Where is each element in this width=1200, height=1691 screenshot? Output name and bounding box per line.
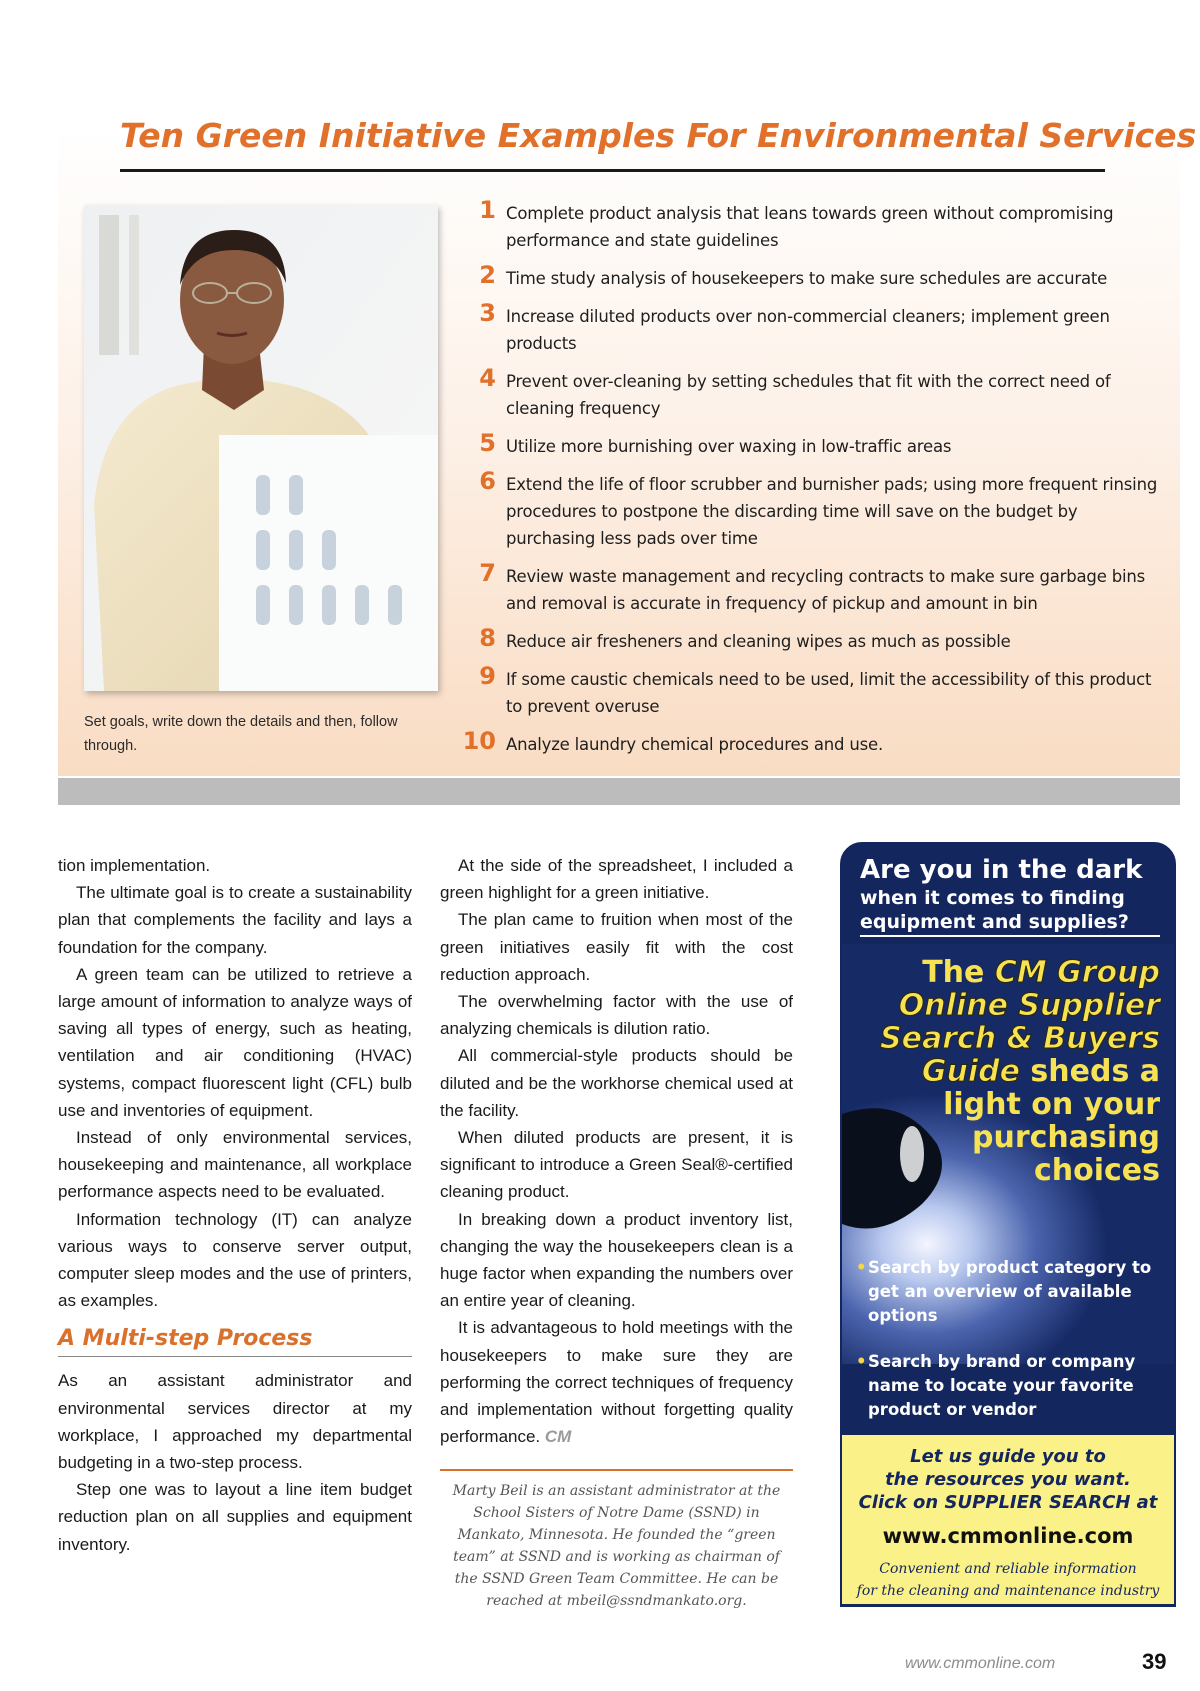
- item-text: Time study analysis of housekeepers to make sure schedules are accurate: [506, 269, 1108, 288]
- item-text: Reduce air fresheners and cleaning wipes as much as possible: [506, 632, 1011, 651]
- list-item: [462, 559, 1162, 617]
- ad-headline-line: [840, 956, 1160, 989]
- item-text: Increase diluted products over non-commercial cleaners; implement green products: [506, 307, 1110, 353]
- initiative-list: [462, 196, 1162, 769]
- ad-header-line-2: when it comes to finding: [860, 887, 1125, 909]
- ad-headline-line: choices: [1033, 1153, 1160, 1188]
- title-rule: [120, 169, 1105, 172]
- item-text: If some caustic chemicals need to be used, limit the accessibility of this product to prevent overuse: [506, 670, 1152, 716]
- item-text: Complete product analysis that leans towards green without compromising performance and state guidelines: [506, 204, 1114, 250]
- item-number: 3: [479, 299, 496, 327]
- author-bio: Marty Beil is an assistant administrator at the School Sisters of Notre Dame (SSND) in Mankato, Minnesota. He founded the “green team” at SSND and is working as chairman of the SSND Green Team Committee. He can be reached at mbeil@ssndmankato.org.: [452, 1483, 781, 1609]
- item-text: Analyze laundry chemical procedures and use.: [506, 735, 883, 754]
- item-number: 6: [479, 467, 496, 495]
- ad-header-line-3: equipment and supplies?: [860, 911, 1129, 933]
- list-item: [462, 261, 1162, 292]
- ad-headline-word: The: [922, 955, 985, 990]
- item-text: Review waste management and recycling contracts to make sure garbage bins and removal is accurate in frequency of pickup and amount in bin: [506, 567, 1146, 613]
- paragraph: The ultimate goal is to create a sustainability plan that complements the facility and lays a foundation for the company.: [58, 883, 412, 957]
- ad-header: [842, 844, 1174, 936]
- list-item: [462, 727, 1162, 758]
- end-mark: CM: [544, 1427, 572, 1447]
- paragraph: The overwhelming factor with the use of analyzing chemicals is dilution ratio.: [440, 992, 793, 1039]
- paragraph: When diluted products are present, it is significant to introduce a Green Seal®-certified cleaning product.: [440, 1128, 793, 1202]
- item-number: 7: [479, 559, 496, 587]
- ad-headline-line: purchasing: [972, 1120, 1160, 1155]
- ad-cta-line: the resources you want.: [885, 1469, 1131, 1490]
- item-text: Utilize more burnishing over waxing in low-traffic areas: [506, 437, 952, 456]
- ad-headline-brand: Search & Buyers: [880, 1021, 1160, 1056]
- list-item: [462, 196, 1162, 254]
- list-item: [462, 662, 1162, 720]
- article-column-2: [440, 852, 793, 1450]
- subhead-rule: [58, 1356, 412, 1357]
- ad-cta-text: [842, 1445, 1174, 1514]
- ad-cta-line: Let us guide you to: [910, 1446, 1106, 1467]
- page-number: 39: [1142, 1649, 1167, 1674]
- item-number: 5: [479, 429, 496, 457]
- paragraph: Instead of only environmental services, housekeeping and maintenance, all workplace performance aspects need to be evaluated.: [58, 1128, 412, 1202]
- ad-headline-brand: Online Supplier: [898, 988, 1160, 1023]
- ad-headline-brand: Guide: [921, 1054, 1020, 1089]
- paragraph: As an assistant administrator and environmental services director at my workplace, I approached my departmental budgeting in a two-step process.: [58, 1371, 412, 1473]
- ad-footnote-line: Convenient and reliable information: [879, 1561, 1137, 1577]
- section-subhead: A Multi-step Process: [58, 1326, 313, 1352]
- divider-bar: [58, 778, 1180, 805]
- ad-headline: [840, 956, 1160, 1187]
- list-item: [462, 467, 1162, 552]
- item-number: 1: [479, 196, 496, 224]
- list-item: [462, 299, 1162, 357]
- ad-cta-panel[interactable]: [840, 1433, 1176, 1606]
- paragraph: Step one was to layout a line item budget reduction plan on all supplies and equipment inventory.: [58, 1480, 412, 1554]
- ad-headline-brand: CM Group: [994, 955, 1160, 990]
- item-text: Extend the life of floor scrubber and burnisher pads; using more frequent rinsing procedures to postpone the discarding time will save on the budget by purchasing less pads over time: [506, 475, 1158, 548]
- photo-caption: Set goals, write down the details and then, follow through.: [84, 714, 398, 754]
- article-column-1: [58, 852, 412, 1558]
- list-item: [462, 429, 1162, 460]
- paragraph-final-text: It is advantageous to hold meetings with the housekeepers to make sure they are performing the correct techniques of frequency and implementation without forgetting quality performance.: [440, 1318, 793, 1447]
- ad-url-link[interactable]: www.cmmonline.com: [882, 1524, 1134, 1548]
- bio-rule: [440, 1469, 793, 1471]
- item-number: 8: [479, 624, 496, 652]
- list-item: [462, 364, 1162, 422]
- ad-header-rule: [860, 935, 1160, 937]
- ad-footnote: [842, 1558, 1174, 1602]
- ad-cta-line: Click on SUPPLIER SEARCH at: [858, 1492, 1158, 1513]
- ad-headline-line: light on your: [943, 1087, 1160, 1122]
- item-number: 9: [479, 662, 496, 690]
- paragraph: All commercial-style products should be diluted and be the workhorse chemical used at the facility.: [440, 1046, 793, 1120]
- paragraph: A green team can be utilized to retrieve a large amount of information to analyze ways of saving all types of energy, such as heating, ventilation and air conditioning (HVAC) systems, compact fluorescent light (CFL) bulb use and inventories of equipment.: [58, 964, 412, 1120]
- list-item: [462, 624, 1162, 655]
- paragraph: tion implementation.: [58, 856, 211, 875]
- paragraph-final: [440, 1314, 793, 1450]
- item-number: 4: [479, 364, 496, 392]
- ad-bullet-list: [856, 1256, 1161, 1444]
- photo-woman-presenting: [84, 205, 438, 691]
- ad-header-line-1: Are you in the dark: [860, 855, 1143, 885]
- footer-url[interactable]: www.cmmonline.com: [905, 1655, 1056, 1672]
- ad-bullet: • Search by brand or company name to locate your favorite product or vendor: [856, 1350, 1161, 1422]
- paragraph: At the side of the spreadsheet, I included a green highlight for a green initiative.: [440, 856, 793, 903]
- ad-headline-line: [840, 1055, 1160, 1088]
- ad-headline-word: sheds a: [1030, 1054, 1160, 1089]
- photo-illustration: [84, 205, 438, 691]
- paragraph: In breaking down a product inventory list, changing the way the housekeepers clean is a huge factor when expanding the numbers over an entire year of cleaning.: [440, 1209, 793, 1311]
- paragraph: The plan came to fruition when most of the green initiatives easily fit with the cost reduction approach.: [440, 910, 793, 984]
- ad-bullet: • Search by product category to get an overview of available options: [856, 1256, 1161, 1328]
- paragraph: Information technology (IT) can analyze various ways to conserve server output, computer sleep modes and the use of printers, as examples.: [58, 1209, 412, 1311]
- ad-footnote-line: for the cleaning and maintenance industry: [856, 1583, 1160, 1599]
- item-text: Prevent over-cleaning by setting schedules that fit with the correct need of cleaning frequency: [506, 372, 1111, 418]
- sidebar-title: Ten Green Initiative Examples For Environmental Services: [120, 116, 1197, 155]
- item-number: 2: [479, 261, 496, 289]
- item-number: 10: [462, 727, 496, 755]
